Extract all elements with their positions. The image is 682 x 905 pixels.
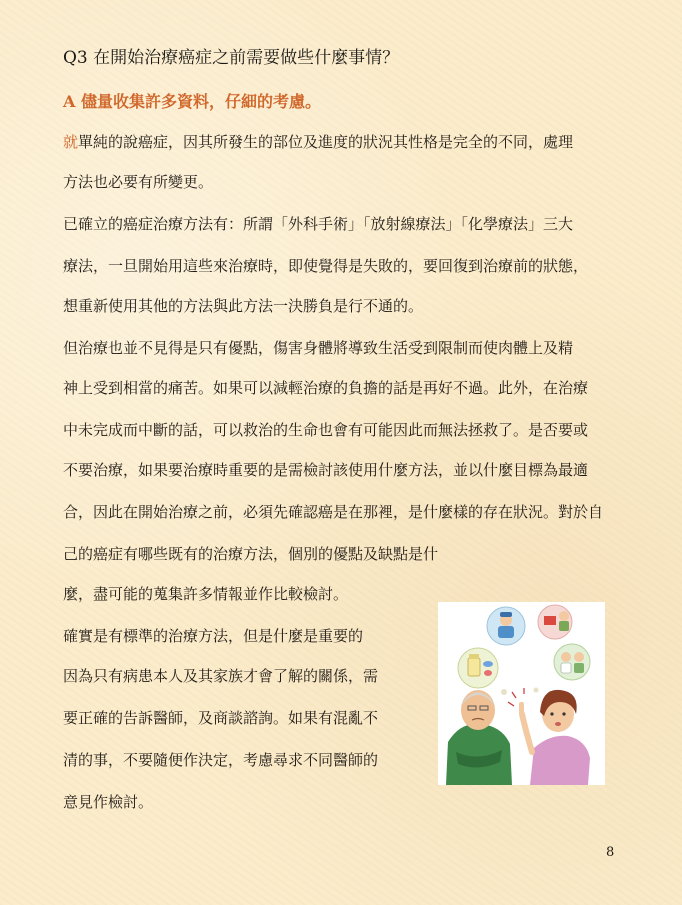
page-number: 8 bbox=[606, 845, 615, 860]
thought-bubble-doctors-icon bbox=[554, 644, 590, 680]
body-line: 不要治療，如果要治療時重要的是需檢討該使用什麼方法，並以什麼目標為最適 bbox=[63, 461, 589, 479]
body-line: 己的癌症有哪些既有的治療方法，個別的優點及缺點是什 bbox=[63, 545, 439, 563]
body-line: 要正確的告訴醫師，及商談諮詢。如果有混亂不 bbox=[63, 709, 379, 727]
body-line: 因為只有病患本人及其家族才會了解的關係，需 bbox=[63, 667, 379, 685]
body-line: 意見作檢討。 bbox=[63, 793, 154, 811]
body-line: 就單純的說癌症，因其所發生的部位及進度的狀況其性格是完全的不同，處理 bbox=[63, 133, 574, 151]
body-line: 療法，一旦開始用這些來治療時，即使覺得是失敗的，要回復到治療前的狀態， bbox=[63, 257, 589, 275]
thought-bubble-doctor-icon bbox=[487, 607, 525, 645]
body-line: 確實是有標準的治療方法，但是什麼是重要的 bbox=[63, 627, 364, 645]
thought-bubble-medicine-icon bbox=[458, 648, 498, 688]
question-title: Q3 在開始治療癌症之前需要做些什麼事情？ bbox=[63, 48, 400, 68]
body-line: 麼，盡可能的蒐集許多情報並作比較檢討。 bbox=[63, 585, 349, 603]
body-line: 合，因此在開始治療之前，必須先確認癌是在那裡，是什麼樣的存在狀況。對於自 bbox=[63, 503, 604, 521]
thought-bubble-consultation-icon bbox=[538, 605, 572, 639]
body-line: 清的事，不要隨便作決定，考慮尋求不同醫師的 bbox=[63, 751, 379, 769]
couple-illustration bbox=[438, 602, 605, 785]
body-line: 想重新使用其他的方法與此方法一決勝負是行不通的。 bbox=[63, 297, 424, 315]
body-line: 中未完成而中斷的話，可以救治的生命也會有可能因此而無法拯救了。是否要或 bbox=[63, 421, 589, 439]
body-line: 但治療也並不見得是只有優點，傷害身體將導致生活受到限制而使肉體上及精 bbox=[63, 339, 574, 357]
answer-title: A 儘量收集許多資料，仔細的考慮。 bbox=[63, 92, 321, 111]
body-line: 神上受到相當的痛苦。如果可以減輕治療的負擔的話是再好不過。此外，在治療 bbox=[63, 379, 589, 397]
body-line: 方法也必要有所變更。 bbox=[63, 173, 214, 191]
body-line: 已確立的癌症治療方法有：所謂「外科手術」「放射線療法」「化學療法」三大 bbox=[63, 215, 574, 233]
lead-character: 就 bbox=[63, 133, 79, 151]
